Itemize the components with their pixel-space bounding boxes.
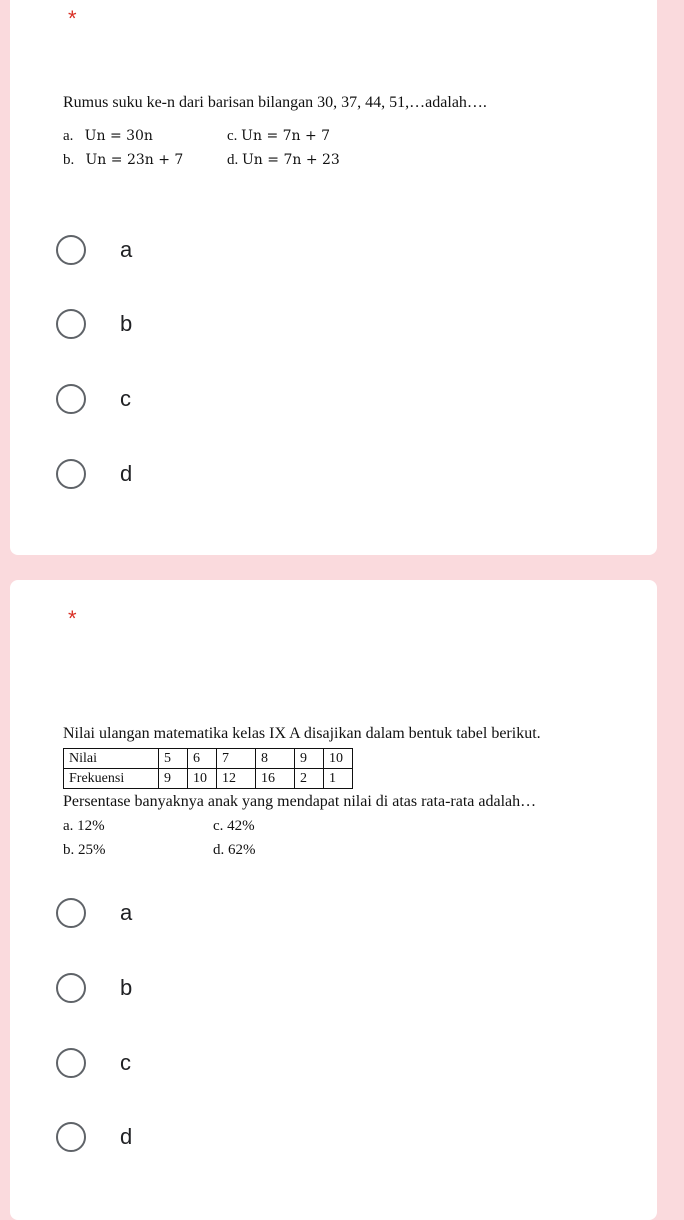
table-cell: 12: [217, 769, 256, 789]
question-card-2: [10, 580, 657, 1220]
question-text: Rumus suku ke-n dari barisan bilangan 30, 37, 44, 51,…adalah….: [63, 94, 487, 111]
table-row: [64, 769, 353, 789]
table-cell: 5: [159, 749, 188, 769]
radio-button[interactable]: [56, 309, 86, 339]
option-b-text: b. Un = 23n + 7: [63, 152, 184, 168]
required-asterisk: *: [68, 6, 77, 31]
radio-button[interactable]: [56, 235, 86, 265]
choice-label: a: [120, 237, 133, 262]
option-d-text: d. 62%: [213, 842, 256, 858]
table-cell: 2: [295, 769, 324, 789]
option-a-text: a. 12%: [63, 818, 105, 834]
radio-button[interactable]: [56, 459, 86, 489]
required-asterisk: *: [68, 606, 77, 631]
table-row: [64, 749, 353, 769]
option-d-text: d. Un = 7n + 23: [227, 152, 340, 168]
radio-button[interactable]: [56, 384, 86, 414]
table-cell: 9: [159, 769, 188, 789]
table-cell: 10: [324, 749, 353, 769]
choice-label: c: [120, 1050, 131, 1075]
table-cell: 9: [295, 749, 324, 769]
table-cell: 8: [256, 749, 295, 769]
table-cell: 1: [324, 769, 353, 789]
question-intro: Nilai ulangan matematika kelas IX A disajikan dalam bentuk tabel berikut.: [63, 725, 541, 742]
choice-label: a: [120, 900, 133, 925]
question-text: Persentase banyaknya anak yang mendapat nilai di atas rata-rata adalah…: [63, 793, 537, 810]
table-header-cell: Nilai: [64, 749, 159, 769]
radio-button[interactable]: [56, 1122, 86, 1152]
nilai-frekuensi-table: [63, 748, 353, 789]
option-c-text: c. 42%: [213, 818, 255, 834]
option-b-text: b. 25%: [63, 842, 106, 858]
table-cell: 16: [256, 769, 295, 789]
radio-choice-d[interactable]: [56, 1117, 256, 1157]
table-cell: 10: [188, 769, 217, 789]
radio-button[interactable]: [56, 973, 86, 1003]
table-header-cell: Frekuensi: [64, 769, 159, 789]
radio-button[interactable]: [56, 898, 86, 928]
choice-label: b: [120, 311, 133, 336]
table-cell: 6: [188, 749, 217, 769]
radio-choice-c[interactable]: [56, 1043, 256, 1083]
option-c-text: c. Un = 7n + 7: [227, 128, 331, 144]
question-card-1: [10, 0, 657, 555]
choice-label: b: [120, 975, 133, 1000]
option-a-text: a. Un = 30n: [63, 128, 153, 144]
radio-choice-d[interactable]: [56, 454, 256, 494]
choice-label: c: [120, 386, 131, 411]
radio-choice-c[interactable]: [56, 379, 256, 419]
radio-choice-a[interactable]: [56, 893, 256, 933]
choice-label: d: [120, 461, 133, 486]
choice-label: d: [120, 1124, 133, 1149]
radio-choice-b[interactable]: [56, 968, 256, 1008]
radio-choice-a[interactable]: [56, 230, 256, 270]
table-cell: 7: [217, 749, 256, 769]
radio-choice-b[interactable]: [56, 304, 256, 344]
radio-button[interactable]: [56, 1048, 86, 1078]
